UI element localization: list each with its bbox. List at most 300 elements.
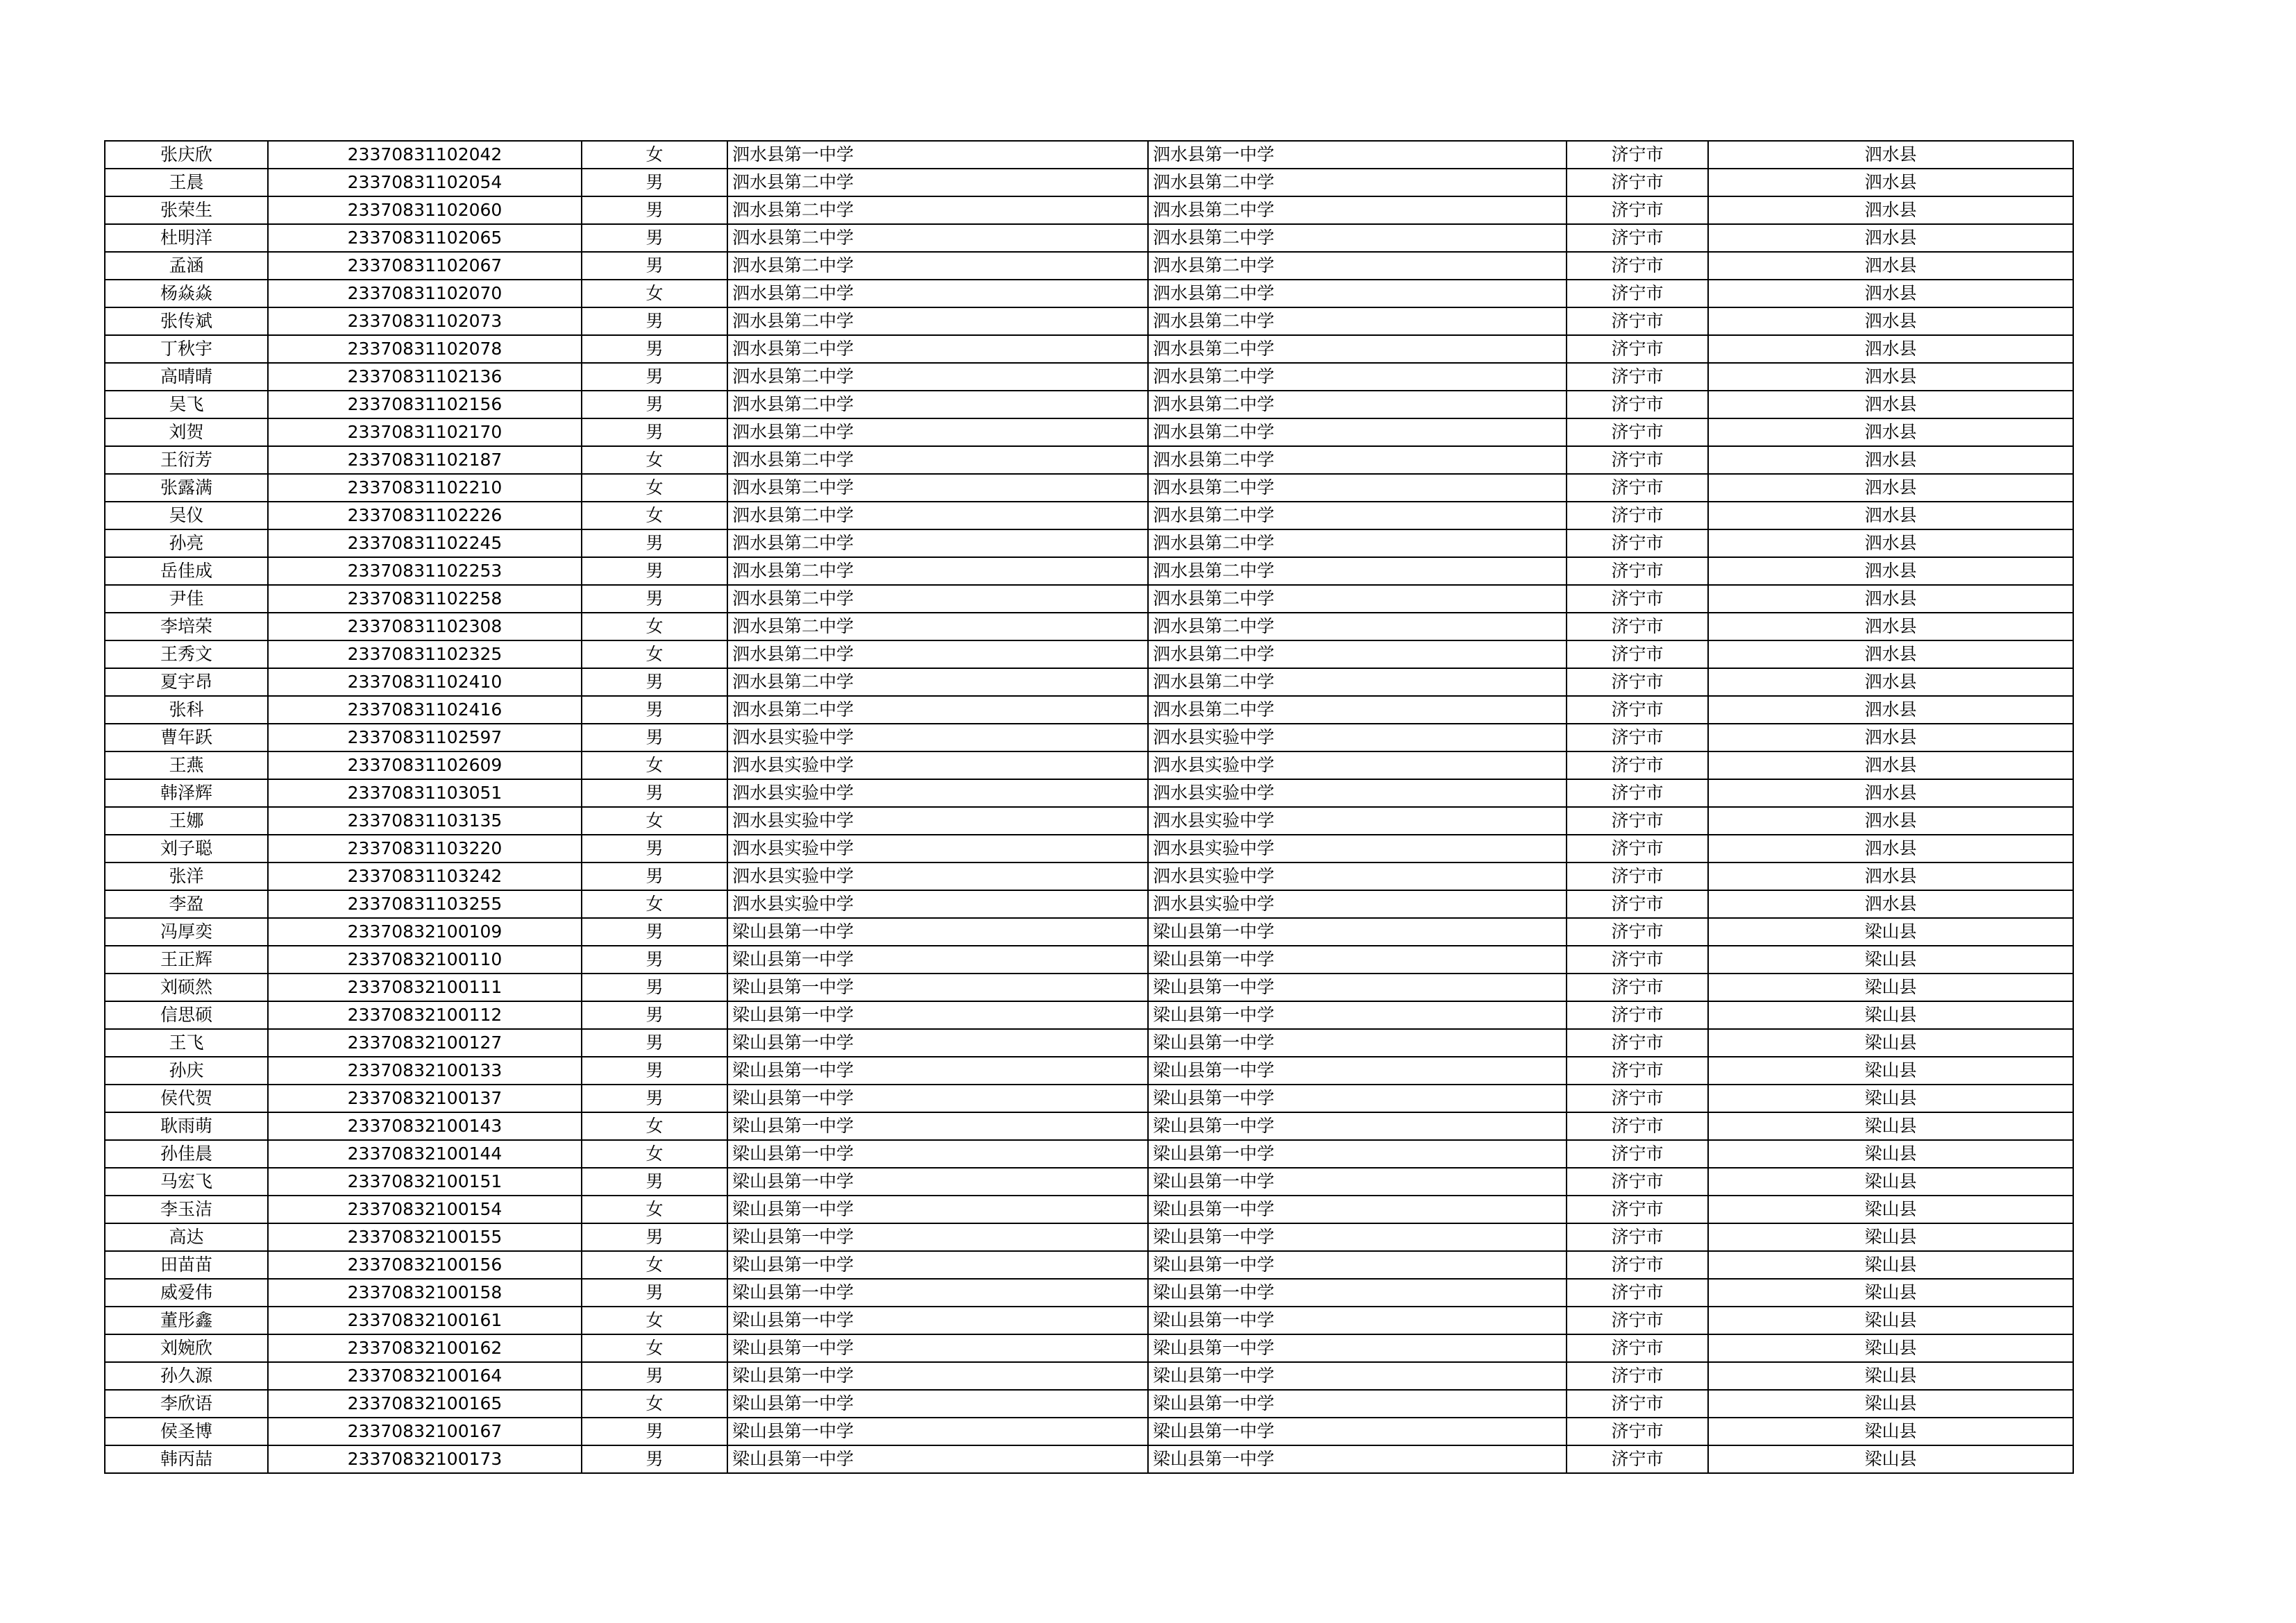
table-row: [105, 335, 2073, 363]
county-cell: 泗水县: [1708, 529, 2073, 557]
exam-school-cell: 泗水县第二中学: [1148, 391, 1567, 418]
city-cell: 济宁市: [1567, 974, 1708, 1001]
exam-school-cell: 梁山县第一中学: [1148, 946, 1567, 974]
county-cell: 泗水县: [1708, 502, 2073, 529]
city-cell: 济宁市: [1567, 835, 1708, 863]
school-cell: 泗水县第二中学: [727, 252, 1148, 280]
name-cell: 夏宇昂: [105, 668, 268, 696]
table-row: [105, 1251, 2073, 1279]
table-row: [105, 1140, 2073, 1168]
table-row: [105, 224, 2073, 252]
name-cell: 王秀文: [105, 640, 268, 668]
school-cell: 梁山县第一中学: [727, 1418, 1148, 1445]
exam-school-cell: 梁山县第一中学: [1148, 1390, 1567, 1418]
table-row: [105, 918, 2073, 946]
exam-id-cell: 23370831102067: [268, 252, 582, 280]
exam-school-cell: 梁山县第一中学: [1148, 1279, 1567, 1307]
county-cell: 梁山县: [1708, 1307, 2073, 1334]
exam-school-cell: 梁山县第一中学: [1148, 918, 1567, 946]
school-cell: 梁山县第一中学: [727, 1223, 1148, 1251]
city-cell: 济宁市: [1567, 1418, 1708, 1445]
county-cell: 梁山县: [1708, 1223, 2073, 1251]
county-cell: 泗水县: [1708, 280, 2073, 307]
gender-cell: 男: [582, 1085, 727, 1112]
gender-cell: 女: [582, 1307, 727, 1334]
name-cell: 李盈: [105, 890, 268, 918]
county-cell: 梁山县: [1708, 1029, 2073, 1057]
city-cell: 济宁市: [1567, 1168, 1708, 1196]
gender-cell: 女: [582, 280, 727, 307]
name-cell: 张传斌: [105, 307, 268, 335]
city-cell: 济宁市: [1567, 1001, 1708, 1029]
exam-id-cell: 23370831102245: [268, 529, 582, 557]
exam-id-cell: 23370831102054: [268, 169, 582, 196]
exam-school-cell: 泗水县实验中学: [1148, 724, 1567, 751]
city-cell: 济宁市: [1567, 224, 1708, 252]
exam-school-cell: 泗水县第二中学: [1148, 529, 1567, 557]
name-cell: 马宏飞: [105, 1168, 268, 1196]
city-cell: 济宁市: [1567, 890, 1708, 918]
city-cell: 济宁市: [1567, 141, 1708, 169]
county-cell: 梁山县: [1708, 946, 2073, 974]
county-cell: 泗水县: [1708, 863, 2073, 890]
exam-id-cell: 23370832100110: [268, 946, 582, 974]
city-cell: 济宁市: [1567, 668, 1708, 696]
city-cell: 济宁市: [1567, 613, 1708, 640]
name-cell: 李培荣: [105, 613, 268, 640]
exam-id-cell: 23370832100155: [268, 1223, 582, 1251]
city-cell: 济宁市: [1567, 807, 1708, 835]
exam-id-cell: 23370831102136: [268, 363, 582, 391]
county-cell: 泗水县: [1708, 196, 2073, 224]
city-cell: 济宁市: [1567, 335, 1708, 363]
table-row: [105, 1334, 2073, 1362]
exam-school-cell: 泗水县第二中学: [1148, 613, 1567, 640]
name-cell: 尹佳: [105, 585, 268, 613]
exam-school-cell: 泗水县第二中学: [1148, 307, 1567, 335]
gender-cell: 男: [582, 724, 727, 751]
gender-cell: 男: [582, 585, 727, 613]
exam-id-cell: 23370832100158: [268, 1279, 582, 1307]
county-cell: 泗水县: [1708, 779, 2073, 807]
table-row: [105, 613, 2073, 640]
gender-cell: 女: [582, 1390, 727, 1418]
school-cell: 泗水县第二中学: [727, 446, 1148, 474]
school-cell: 梁山县第一中学: [727, 1445, 1148, 1473]
exam-id-cell: 23370831102170: [268, 418, 582, 446]
county-cell: 梁山县: [1708, 1362, 2073, 1390]
school-cell: 泗水县实验中学: [727, 863, 1148, 890]
table-row: [105, 1223, 2073, 1251]
exam-id-cell: 23370831102187: [268, 446, 582, 474]
table-row: [105, 474, 2073, 502]
table-row: [105, 724, 2073, 751]
county-cell: 梁山县: [1708, 1418, 2073, 1445]
school-cell: 梁山县第一中学: [727, 974, 1148, 1001]
table-row: [105, 1057, 2073, 1085]
gender-cell: 男: [582, 1223, 727, 1251]
table-row: [105, 1362, 2073, 1390]
city-cell: 济宁市: [1567, 1307, 1708, 1334]
city-cell: 济宁市: [1567, 557, 1708, 585]
student-table: [104, 140, 2074, 1474]
name-cell: 刘婉欣: [105, 1334, 268, 1362]
exam-school-cell: 泗水县实验中学: [1148, 807, 1567, 835]
table-row: [105, 640, 2073, 668]
exam-school-cell: 梁山县第一中学: [1148, 1085, 1567, 1112]
county-cell: 泗水县: [1708, 613, 2073, 640]
name-cell: 王娜: [105, 807, 268, 835]
table-row: [105, 779, 2073, 807]
name-cell: 王燕: [105, 751, 268, 779]
gender-cell: 男: [582, 863, 727, 890]
school-cell: 泗水县第二中学: [727, 363, 1148, 391]
school-cell: 泗水县第二中学: [727, 529, 1148, 557]
county-cell: 梁山县: [1708, 1057, 2073, 1085]
table-row: [105, 169, 2073, 196]
gender-cell: 女: [582, 890, 727, 918]
school-cell: 泗水县第二中学: [727, 224, 1148, 252]
gender-cell: 女: [582, 640, 727, 668]
name-cell: 董彤鑫: [105, 1307, 268, 1334]
exam-school-cell: 泗水县实验中学: [1148, 863, 1567, 890]
name-cell: 侯代贺: [105, 1085, 268, 1112]
exam-id-cell: 23370832100165: [268, 1390, 582, 1418]
exam-school-cell: 泗水县第二中学: [1148, 446, 1567, 474]
table-row: [105, 585, 2073, 613]
city-cell: 济宁市: [1567, 418, 1708, 446]
name-cell: 吴仪: [105, 502, 268, 529]
name-cell: 丁秋宇: [105, 335, 268, 363]
table-row: [105, 1112, 2073, 1140]
exam-id-cell: 23370831102226: [268, 502, 582, 529]
county-cell: 泗水县: [1708, 474, 2073, 502]
exam-school-cell: 泗水县实验中学: [1148, 890, 1567, 918]
gender-cell: 男: [582, 1001, 727, 1029]
name-cell: 孙亮: [105, 529, 268, 557]
city-cell: 济宁市: [1567, 1140, 1708, 1168]
table-row: [105, 1279, 2073, 1307]
city-cell: 济宁市: [1567, 474, 1708, 502]
school-cell: 泗水县第二中学: [727, 280, 1148, 307]
city-cell: 济宁市: [1567, 1057, 1708, 1085]
school-cell: 泗水县第二中学: [727, 391, 1148, 418]
city-cell: 济宁市: [1567, 307, 1708, 335]
school-cell: 梁山县第一中学: [727, 1029, 1148, 1057]
gender-cell: 女: [582, 1196, 727, 1223]
county-cell: 梁山县: [1708, 1334, 2073, 1362]
county-cell: 梁山县: [1708, 1196, 2073, 1223]
gender-cell: 男: [582, 696, 727, 724]
exam-school-cell: 梁山县第一中学: [1148, 1307, 1567, 1334]
exam-school-cell: 泗水县第二中学: [1148, 585, 1567, 613]
county-cell: 梁山县: [1708, 1085, 2073, 1112]
gender-cell: 男: [582, 307, 727, 335]
city-cell: 济宁市: [1567, 280, 1708, 307]
exam-id-cell: 23370832100109: [268, 918, 582, 946]
table-row: [105, 1390, 2073, 1418]
school-cell: 梁山县第一中学: [727, 918, 1148, 946]
name-cell: 侯圣博: [105, 1418, 268, 1445]
gender-cell: 男: [582, 946, 727, 974]
city-cell: 济宁市: [1567, 1196, 1708, 1223]
city-cell: 济宁市: [1567, 1223, 1708, 1251]
table-row: [105, 418, 2073, 446]
table-row: [105, 252, 2073, 280]
gender-cell: 男: [582, 1362, 727, 1390]
exam-id-cell: 23370832100154: [268, 1196, 582, 1223]
county-cell: 泗水县: [1708, 307, 2073, 335]
county-cell: 梁山县: [1708, 1251, 2073, 1279]
school-cell: 梁山县第一中学: [727, 1057, 1148, 1085]
city-cell: 济宁市: [1567, 391, 1708, 418]
name-cell: 吴飞: [105, 391, 268, 418]
name-cell: 王飞: [105, 1029, 268, 1057]
exam-school-cell: 泗水县第二中学: [1148, 252, 1567, 280]
city-cell: 济宁市: [1567, 169, 1708, 196]
exam-school-cell: 泗水县实验中学: [1148, 751, 1567, 779]
exam-id-cell: 23370831102070: [268, 280, 582, 307]
exam-school-cell: 泗水县实验中学: [1148, 835, 1567, 863]
school-cell: 梁山县第一中学: [727, 1085, 1148, 1112]
school-cell: 泗水县第二中学: [727, 418, 1148, 446]
exam-id-cell: 23370831102410: [268, 668, 582, 696]
city-cell: 济宁市: [1567, 918, 1708, 946]
table-row: [105, 1001, 2073, 1029]
county-cell: 泗水县: [1708, 224, 2073, 252]
name-cell: 曹年跃: [105, 724, 268, 751]
exam-id-cell: 23370831102078: [268, 335, 582, 363]
school-cell: 梁山县第一中学: [727, 1279, 1148, 1307]
school-cell: 泗水县第二中学: [727, 557, 1148, 585]
table-row: [105, 391, 2073, 418]
exam-id-cell: 23370832100127: [268, 1029, 582, 1057]
school-cell: 梁山县第一中学: [727, 1251, 1148, 1279]
table-row: [105, 529, 2073, 557]
city-cell: 济宁市: [1567, 751, 1708, 779]
table-row: [105, 502, 2073, 529]
county-cell: 泗水县: [1708, 252, 2073, 280]
gender-cell: 男: [582, 918, 727, 946]
gender-cell: 女: [582, 474, 727, 502]
gender-cell: 女: [582, 446, 727, 474]
city-cell: 济宁市: [1567, 1279, 1708, 1307]
school-cell: 梁山县第一中学: [727, 946, 1148, 974]
city-cell: 济宁市: [1567, 363, 1708, 391]
name-cell: 威爱伟: [105, 1279, 268, 1307]
exam-id-cell: 23370831102416: [268, 696, 582, 724]
gender-cell: 男: [582, 169, 727, 196]
city-cell: 济宁市: [1567, 1445, 1708, 1473]
name-cell: 王晨: [105, 169, 268, 196]
gender-cell: 男: [582, 1279, 727, 1307]
name-cell: 刘硕然: [105, 974, 268, 1001]
exam-school-cell: 泗水县第二中学: [1148, 474, 1567, 502]
exam-school-cell: 梁山县第一中学: [1148, 1445, 1567, 1473]
table-row: [105, 835, 2073, 863]
school-cell: 梁山县第一中学: [727, 1001, 1148, 1029]
city-cell: 济宁市: [1567, 1251, 1708, 1279]
school-cell: 泗水县实验中学: [727, 890, 1148, 918]
exam-school-cell: 泗水县第二中学: [1148, 557, 1567, 585]
table-row: [105, 946, 2073, 974]
exam-school-cell: 梁山县第一中学: [1148, 1223, 1567, 1251]
gender-cell: 男: [582, 1168, 727, 1196]
school-cell: 泗水县第二中学: [727, 169, 1148, 196]
exam-id-cell: 23370831103242: [268, 863, 582, 890]
gender-cell: 女: [582, 1334, 727, 1362]
school-cell: 泗水县实验中学: [727, 779, 1148, 807]
school-cell: 梁山县第一中学: [727, 1196, 1148, 1223]
school-cell: 梁山县第一中学: [727, 1168, 1148, 1196]
city-cell: 济宁市: [1567, 779, 1708, 807]
gender-cell: 男: [582, 1057, 727, 1085]
exam-id-cell: 23370832100133: [268, 1057, 582, 1085]
name-cell: 王衍芳: [105, 446, 268, 474]
gender-cell: 女: [582, 1251, 727, 1279]
gender-cell: 女: [582, 141, 727, 169]
city-cell: 济宁市: [1567, 585, 1708, 613]
gender-cell: 男: [582, 835, 727, 863]
exam-school-cell: 梁山县第一中学: [1148, 1251, 1567, 1279]
exam-id-cell: 23370832100111: [268, 974, 582, 1001]
name-cell: 张科: [105, 696, 268, 724]
county-cell: 泗水县: [1708, 446, 2073, 474]
table-row: [105, 307, 2073, 335]
exam-school-cell: 梁山县第一中学: [1148, 1168, 1567, 1196]
gender-cell: 女: [582, 502, 727, 529]
name-cell: 岳佳成: [105, 557, 268, 585]
gender-cell: 男: [582, 363, 727, 391]
exam-id-cell: 23370831102597: [268, 724, 582, 751]
exam-school-cell: 梁山县第一中学: [1148, 1362, 1567, 1390]
table-row: [105, 974, 2073, 1001]
exam-school-cell: 梁山县第一中学: [1148, 1140, 1567, 1168]
school-cell: 梁山县第一中学: [727, 1112, 1148, 1140]
table-row: [105, 1445, 2073, 1473]
table-row: [105, 668, 2073, 696]
table-row: [105, 141, 2073, 169]
school-cell: 梁山县第一中学: [727, 1334, 1148, 1362]
exam-id-cell: 23370832100173: [268, 1445, 582, 1473]
gender-cell: 女: [582, 1140, 727, 1168]
exam-id-cell: 23370832100167: [268, 1418, 582, 1445]
county-cell: 梁山县: [1708, 1168, 2073, 1196]
table-row: [105, 1085, 2073, 1112]
county-cell: 梁山县: [1708, 1390, 2073, 1418]
gender-cell: 女: [582, 751, 727, 779]
exam-id-cell: 23370832100162: [268, 1334, 582, 1362]
exam-school-cell: 泗水县第二中学: [1148, 280, 1567, 307]
exam-school-cell: 泗水县第二中学: [1148, 335, 1567, 363]
exam-school-cell: 泗水县第二中学: [1148, 169, 1567, 196]
exam-school-cell: 泗水县第二中学: [1148, 696, 1567, 724]
school-cell: 梁山县第一中学: [727, 1390, 1148, 1418]
county-cell: 泗水县: [1708, 640, 2073, 668]
exam-id-cell: 23370831102210: [268, 474, 582, 502]
county-cell: 泗水县: [1708, 141, 2073, 169]
exam-id-cell: 23370832100161: [268, 1307, 582, 1334]
county-cell: 泗水县: [1708, 751, 2073, 779]
exam-school-cell: 梁山县第一中学: [1148, 1334, 1567, 1362]
name-cell: 刘子聪: [105, 835, 268, 863]
gender-cell: 男: [582, 557, 727, 585]
county-cell: 泗水县: [1708, 557, 2073, 585]
exam-school-cell: 梁山县第一中学: [1148, 1112, 1567, 1140]
name-cell: 张庆欣: [105, 141, 268, 169]
school-cell: 梁山县第一中学: [727, 1307, 1148, 1334]
gender-cell: 男: [582, 779, 727, 807]
name-cell: 孟涵: [105, 252, 268, 280]
table-row: [105, 1168, 2073, 1196]
exam-id-cell: 23370831102253: [268, 557, 582, 585]
school-cell: 泗水县第一中学: [727, 141, 1148, 169]
table-row: [105, 1307, 2073, 1334]
county-cell: 泗水县: [1708, 668, 2073, 696]
city-cell: 济宁市: [1567, 724, 1708, 751]
exam-id-cell: 23370831103135: [268, 807, 582, 835]
table-row: [105, 1029, 2073, 1057]
exam-school-cell: 梁山县第一中学: [1148, 974, 1567, 1001]
school-cell: 梁山县第一中学: [727, 1362, 1148, 1390]
exam-id-cell: 23370832100137: [268, 1085, 582, 1112]
exam-id-cell: 23370831102042: [268, 141, 582, 169]
exam-id-cell: 23370831102065: [268, 224, 582, 252]
table-row: [105, 807, 2073, 835]
gender-cell: 男: [582, 196, 727, 224]
name-cell: 高达: [105, 1223, 268, 1251]
city-cell: 济宁市: [1567, 1112, 1708, 1140]
city-cell: 济宁市: [1567, 640, 1708, 668]
city-cell: 济宁市: [1567, 196, 1708, 224]
school-cell: 梁山县第一中学: [727, 1140, 1148, 1168]
table-row: [105, 890, 2073, 918]
name-cell: 杜明洋: [105, 224, 268, 252]
name-cell: 张荣生: [105, 196, 268, 224]
city-cell: 济宁市: [1567, 502, 1708, 529]
county-cell: 泗水县: [1708, 169, 2073, 196]
county-cell: 梁山县: [1708, 1112, 2073, 1140]
table-row: [105, 751, 2073, 779]
county-cell: 泗水县: [1708, 335, 2073, 363]
name-cell: 耿雨萌: [105, 1112, 268, 1140]
school-cell: 泗水县实验中学: [727, 751, 1148, 779]
exam-school-cell: 泗水县第二中学: [1148, 418, 1567, 446]
table-row: [105, 1418, 2073, 1445]
name-cell: 孙佳晨: [105, 1140, 268, 1168]
exam-school-cell: 泗水县实验中学: [1148, 779, 1567, 807]
city-cell: 济宁市: [1567, 1029, 1708, 1057]
gender-cell: 男: [582, 1418, 727, 1445]
gender-cell: 男: [582, 668, 727, 696]
exam-id-cell: 23370832100112: [268, 1001, 582, 1029]
exam-id-cell: 23370832100156: [268, 1251, 582, 1279]
table-row: [105, 696, 2073, 724]
name-cell: 韩丙喆: [105, 1445, 268, 1473]
gender-cell: 男: [582, 418, 727, 446]
exam-school-cell: 泗水县第二中学: [1148, 640, 1567, 668]
exam-id-cell: 23370832100143: [268, 1112, 582, 1140]
exam-school-cell: 泗水县第二中学: [1148, 196, 1567, 224]
exam-id-cell: 23370831102258: [268, 585, 582, 613]
exam-school-cell: 泗水县第二中学: [1148, 224, 1567, 252]
county-cell: 泗水县: [1708, 724, 2073, 751]
county-cell: 泗水县: [1708, 807, 2073, 835]
county-cell: 梁山县: [1708, 918, 2073, 946]
name-cell: 冯厚奕: [105, 918, 268, 946]
school-cell: 泗水县实验中学: [727, 807, 1148, 835]
exam-school-cell: 泗水县第二中学: [1148, 502, 1567, 529]
